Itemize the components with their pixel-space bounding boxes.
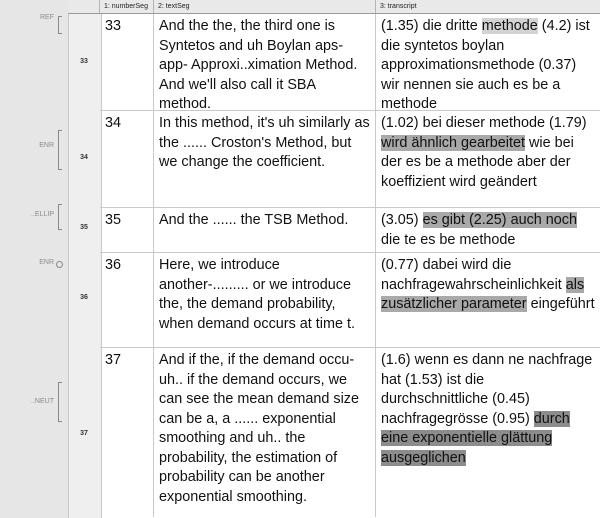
annotation-tier-panel [0, 0, 68, 518]
table-row[interactable] [100, 14, 600, 111]
column-header-numberseg[interactable]: 1: numberSeg [100, 0, 154, 13]
annotation-tag-label: ENR [39, 259, 54, 266]
segment-number-cell[interactable]: 34 [100, 111, 154, 207]
highlighted-span: als zusätzlicher parameter [381, 276, 585, 312]
source-text-cell[interactable]: And the ...... the TSB Method. [154, 208, 376, 252]
segment-number-cell[interactable]: 37 [100, 348, 154, 517]
highlighted-span: wird ähnlich gearbeitet [381, 134, 525, 151]
annotation-tag[interactable] [0, 258, 68, 270]
source-text-cell[interactable]: In this method, it's uh similarly as the ...... Croston's Method, but we change the coefficient. [154, 111, 376, 207]
tag-bracket [58, 382, 65, 422]
annotation-tag-label: ..ELLIP [31, 211, 54, 218]
row-number: 37 [80, 430, 88, 437]
annotation-tag-label: ENR [39, 142, 54, 149]
segment-number-cell[interactable]: 35 [100, 208, 154, 252]
column-header-transcript[interactable]: 3: transcript [380, 3, 417, 10]
table-row[interactable] [100, 208, 600, 253]
highlighted-span: methode [481, 18, 538, 34]
transcript-span: wie bei der es be a methode aber der koeffizient wird geändert [381, 134, 574, 190]
annotation-tag[interactable] [0, 380, 68, 424]
highlighted-span: es gibt (2.25) auch noch [422, 212, 577, 228]
transcript-cell[interactable] [376, 208, 600, 252]
segment-number-cell[interactable]: 33 [100, 14, 154, 110]
annotation-tag[interactable] [0, 14, 68, 36]
transcript-span: (3.05) [381, 212, 423, 228]
transcript-cell[interactable] [376, 14, 600, 110]
annotation-tag-label: ..NEUT [31, 398, 54, 405]
annotation-tag[interactable] [0, 128, 68, 172]
transcript-span: (1.6) wenn es dann ne nachfrage hat (1.53) ist die durchschnittliche (0.45) nachfragegrösse (0.95) [381, 352, 593, 427]
row-number: 33 [80, 58, 88, 65]
annotation-tag-label: REF [40, 14, 54, 21]
transcript-cell[interactable] [376, 111, 600, 207]
source-text-cell[interactable]: And the the, the third one is Syntetos and uh Boylan aps-app- Approxi..ximation Method. And we'll also call it SBA method. [154, 14, 376, 110]
row-number: 36 [80, 294, 88, 301]
column-header-textseg[interactable]: 2: textSeg [154, 0, 376, 13]
highlighted-span: durch eine exponentielle glättung ausgeglichen [381, 410, 570, 466]
table-row[interactable] [100, 348, 600, 517]
transcript-span: (1.02) bei dieser methode (1.79) [381, 115, 587, 131]
tag-bracket [58, 16, 65, 34]
tag-point-marker [56, 261, 63, 268]
column-header-corner [68, 0, 100, 13]
row-number: 35 [80, 224, 88, 231]
tag-bracket [58, 130, 65, 170]
source-text-cell[interactable]: And if the, if the demand occu- uh.. if the demand occurs, we can see the mean demand size can be a, a ...... exponential smoothing and uh.. the probability, the estimation of probability can be another exponential smoothing. [154, 348, 376, 517]
row-number: 34 [80, 154, 88, 161]
annotation-tag[interactable] [0, 202, 68, 232]
transcript-cell[interactable] [376, 348, 600, 517]
transcript-cell[interactable] [376, 253, 600, 347]
transcript-span: (4.2) ist die syntetos boylan approximationsmethode (0.37) wir nennen sie auch es be a methode [381, 18, 590, 112]
transcript-span: (1.35) die dritte [381, 18, 482, 34]
segment-number-cell[interactable]: 36 [100, 253, 154, 347]
transcript-span: eingeführt [526, 296, 595, 312]
tag-bracket [58, 204, 65, 230]
table-row[interactable] [100, 253, 600, 348]
table-row[interactable] [100, 111, 600, 208]
transcript-span: (0.77) dabei wird die nachfragewahrscheinlichkeit [381, 257, 566, 293]
row-number-column [68, 0, 102, 518]
source-text-cell[interactable]: Here, we introduce another-......... or we introduce the, the demand probability, when demand occurs at time t. [154, 253, 376, 347]
transcript-span: die te es be methode [381, 231, 516, 248]
column-header-bar [68, 0, 600, 14]
